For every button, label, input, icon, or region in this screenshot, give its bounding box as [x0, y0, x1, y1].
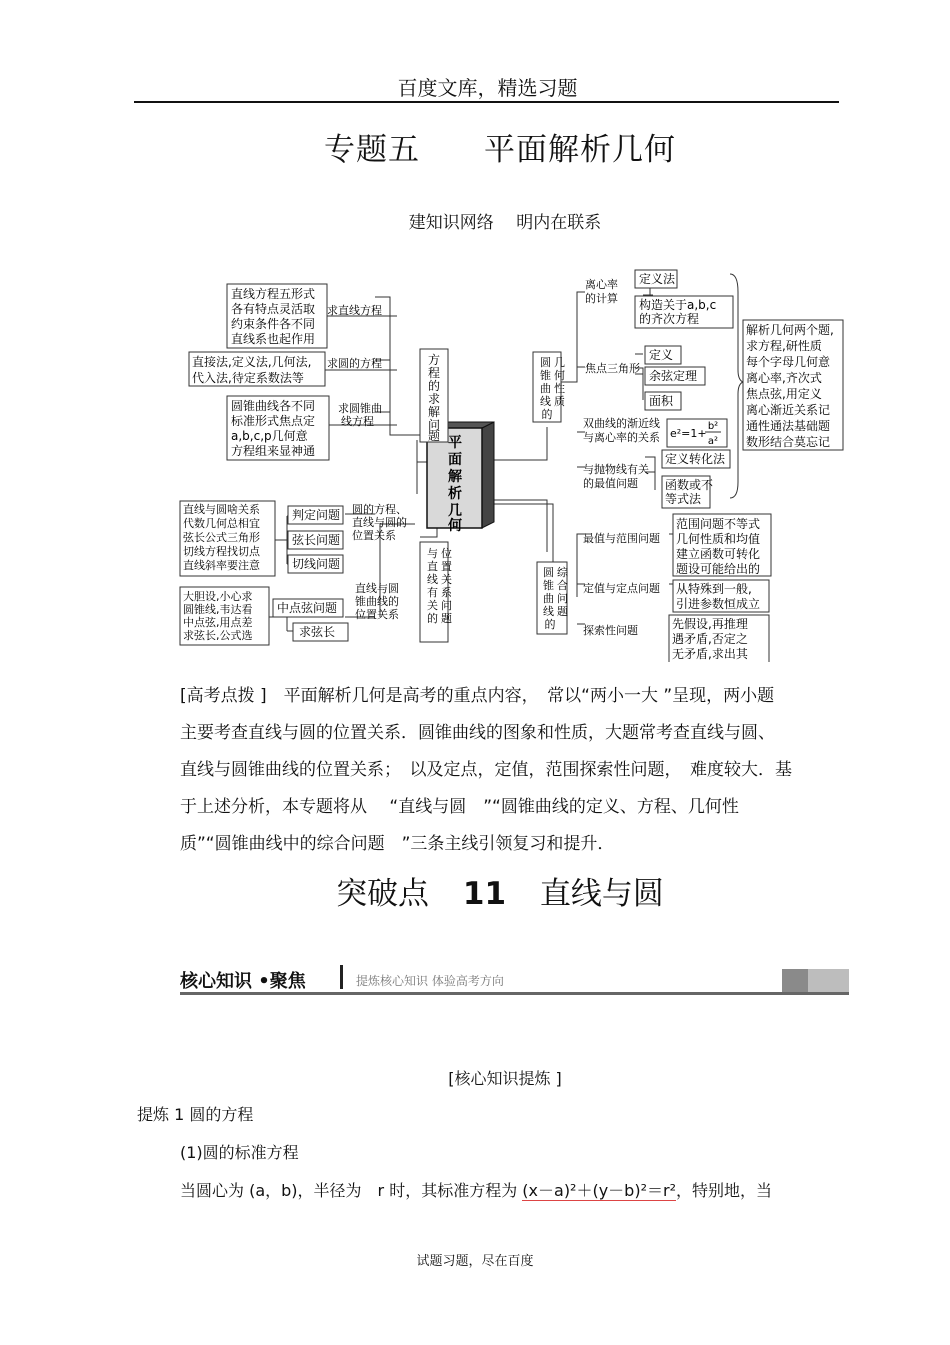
svg-text:求圆锥曲: 求圆锥曲 — [338, 402, 382, 415]
svg-text:曲: 曲 — [540, 382, 551, 395]
header-rule — [134, 101, 839, 103]
page-title: 专题五 平面解析几何 — [324, 132, 676, 168]
svg-text:方程组来显神通: 方程组来显神通 — [231, 444, 316, 458]
svg-text:代数几何总相宜: 代数几何总相宜 — [183, 517, 260, 530]
svg-text:位: 位 — [441, 547, 452, 560]
svg-text:大胆设,小心求: 大胆设,小心求 — [183, 590, 253, 603]
svg-text:综: 综 — [557, 566, 568, 579]
svg-text:等式法: 等式法 — [665, 492, 702, 506]
point-text-b: ，特别地，当 — [676, 1181, 773, 1200]
svg-text:双曲线的渐近线: 双曲线的渐近线 — [583, 417, 660, 430]
svg-text:位置关系: 位置关系 — [352, 529, 396, 542]
circle-equation: (x－a)²＋(y－b)²＝r² — [522, 1181, 676, 1200]
svg-text:直线系也起作用: 直线系也起作用 — [231, 332, 316, 346]
svg-text:问: 问 — [557, 592, 568, 605]
svg-text:的: 的 — [541, 408, 553, 421]
svg-text:直线方程五形式: 直线方程五形式 — [231, 287, 316, 301]
svg-text:问: 问 — [427, 418, 441, 432]
svg-text:的最值问题: 的最值问题 — [583, 477, 638, 490]
svg-text:每个字母几何意: 每个字母几何意 — [746, 355, 831, 369]
svg-text:圆: 圆 — [543, 566, 554, 579]
banner-divider — [340, 965, 343, 989]
banner-block-dark — [782, 969, 808, 992]
svg-text:锥: 锥 — [543, 579, 554, 592]
svg-text:中点弦问题: 中点弦问题 — [277, 601, 338, 615]
banner-rule — [180, 992, 849, 995]
svg-text:遇矛盾,否定之: 遇矛盾,否定之 — [672, 632, 748, 646]
svg-text:直线与圆: 直线与圆 — [355, 582, 399, 595]
svg-text:圆的方程、: 圆的方程、 — [352, 503, 407, 516]
svg-text:圆锥线,韦达看: 圆锥线,韦达看 — [183, 603, 253, 616]
section-heading — [0, 868, 950, 913]
svg-text:直线斜率要注意: 直线斜率要注意 — [183, 559, 260, 572]
intro-line: 于上述分析，本专题将从 “直线与圆 ”“圆锥曲线的定义、方程、几何性 — [180, 797, 739, 817]
svg-text:线: 线 — [540, 395, 551, 408]
svg-text:直线与圆的: 直线与圆的 — [352, 516, 407, 529]
svg-text:a²: a² — [707, 436, 719, 447]
svg-text:最值与范围问题: 最值与范围问题 — [583, 532, 660, 545]
svg-text:方: 方 — [427, 353, 441, 367]
svg-text:置: 置 — [441, 560, 452, 573]
svg-text:线方程: 线方程 — [341, 415, 374, 428]
svg-text:锥曲线的: 锥曲线的 — [355, 595, 399, 608]
svg-text:通性通法基础题: 通性通法基础题 — [746, 419, 831, 433]
svg-text:切线问题: 切线问题 — [292, 557, 341, 571]
svg-text:b²: b² — [707, 421, 719, 432]
svg-text:离心渐近关系记: 离心渐近关系记 — [746, 403, 831, 417]
svg-text:范围问题不等式: 范围问题不等式 — [676, 517, 761, 531]
svg-text:求圆的方程: 求圆的方程 — [327, 357, 382, 370]
svg-text:平: 平 — [448, 435, 462, 451]
svg-text:探索性问题: 探索性问题 — [583, 624, 638, 637]
svg-text:e²=1+: e²=1+ — [670, 427, 707, 440]
svg-text:题: 题 — [557, 605, 568, 618]
svg-text:求弦长,公式选: 求弦长,公式选 — [183, 629, 253, 642]
svg-text:定义: 定义 — [649, 348, 674, 362]
svg-text:与: 与 — [427, 547, 438, 560]
svg-text:的: 的 — [544, 618, 556, 631]
svg-text:面: 面 — [448, 452, 462, 468]
svg-text:约束条件各不同: 约束条件各不同 — [231, 317, 316, 331]
svg-text:与离心率的关系: 与离心率的关系 — [583, 431, 660, 444]
svg-text:定义转化法: 定义转化法 — [665, 452, 726, 466]
svg-text:离心率,齐次式: 离心率,齐次式 — [746, 371, 822, 385]
svg-text:建立函数可转化: 建立函数可转化 — [676, 547, 761, 561]
svg-text:求直线方程: 求直线方程 — [327, 304, 382, 317]
svg-text:有: 有 — [427, 586, 438, 599]
svg-text:的计算: 的计算 — [585, 292, 618, 305]
svg-text:切线方程找切点: 切线方程找切点 — [183, 545, 260, 558]
section-number: 11 — [462, 876, 507, 912]
intro-line: 质”“圆锥曲线中的综合问题 ”三条主线引领复习和提升． — [180, 834, 615, 854]
svg-text:求: 求 — [427, 392, 441, 406]
svg-text:定值与定点问题: 定值与定点问题 — [583, 582, 660, 595]
section-prefix: 突破点 — [336, 876, 430, 912]
svg-text:直接法,定义法,几何法,: 直接法,定义法,几何法, — [192, 355, 312, 369]
svg-text:函数或不: 函数或不 — [665, 478, 714, 492]
svg-text:的齐次方程: 的齐次方程 — [639, 312, 700, 326]
point-text-a: 当圆心为 (a，b)，半径为 r 时，其标准方程为 — [180, 1181, 523, 1200]
svg-text:求方程,研性质: 求方程,研性质 — [746, 339, 822, 353]
svg-text:题设可能给出的: 题设可能给出的 — [676, 562, 761, 576]
svg-text:析: 析 — [448, 486, 462, 502]
svg-text:几: 几 — [554, 356, 565, 369]
svg-text:焦点弦,用定义: 焦点弦,用定义 — [746, 387, 822, 401]
svg-text:直: 直 — [427, 560, 438, 573]
svg-text:离心率: 离心率 — [585, 278, 618, 291]
banner-subtitle: 提炼核心知识 体验高考方向 — [356, 974, 504, 988]
svg-text:焦点三角形: 焦点三角形 — [585, 362, 640, 375]
svg-text:引进参数恒成立: 引进参数恒成立 — [676, 597, 761, 611]
svg-text:从特殊到一般,: 从特殊到一般, — [676, 582, 752, 596]
svg-text:求弦长: 求弦长 — [299, 625, 336, 639]
page-footer: 试题习题，尽在百度 — [416, 1254, 534, 1269]
svg-text:题: 题 — [427, 429, 441, 443]
page-header: 百度文库，精选习题 — [397, 76, 578, 100]
svg-text:关: 关 — [441, 573, 452, 586]
svg-text:何: 何 — [554, 369, 565, 382]
svg-text:判定问题: 判定问题 — [292, 508, 341, 522]
svg-text:质: 质 — [554, 395, 565, 408]
svg-text:的: 的 — [427, 379, 441, 393]
svg-text:何: 何 — [448, 518, 462, 534]
svg-text:线: 线 — [427, 573, 438, 586]
svg-text:先假设,再推理: 先假设,再推理 — [672, 617, 748, 631]
section-name: 直线与圆 — [539, 876, 664, 912]
svg-text:标准形式焦点定: 标准形式焦点定 — [231, 414, 316, 428]
point-text — [180, 1178, 772, 1201]
svg-text:弦长问题: 弦长问题 — [292, 533, 341, 547]
intro-line: 直线与圆锥曲线的位置关系； 以及定点，定值，范围探索性问题， 难度较大．基 — [180, 760, 792, 780]
svg-text:解: 解 — [427, 405, 441, 419]
svg-text:合: 合 — [557, 579, 568, 592]
page-subtitle: 建知识网络 明内在联系 — [408, 213, 602, 233]
intro-line: 主要考查直线与圆的位置关系．圆锥曲线的图象和性质，大题常考查直线与圆、 — [180, 723, 775, 743]
mindmap-center — [447, 434, 463, 534]
svg-text:的: 的 — [427, 612, 438, 625]
svg-text:线: 线 — [543, 605, 554, 618]
svg-text:关: 关 — [427, 599, 438, 612]
svg-text:面积: 面积 — [649, 394, 674, 408]
svg-text:解: 解 — [448, 469, 462, 485]
svg-text:问: 问 — [441, 599, 452, 612]
svg-text:数形结合莫忘记: 数形结合莫忘记 — [746, 435, 831, 449]
intro-paragraph — [180, 678, 850, 863]
svg-text:定义法: 定义法 — [639, 272, 676, 286]
svg-text:弦长公式三角形: 弦长公式三角形 — [183, 531, 260, 544]
svg-text:无矛盾,求出其: 无矛盾,求出其 — [672, 647, 748, 661]
point-subheading: (1)圆的标准方程 — [180, 1143, 299, 1162]
svg-text:题: 题 — [441, 612, 452, 625]
svg-text:代入法,待定系数法等: 代入法,待定系数法等 — [192, 371, 304, 385]
mind-map — [175, 262, 850, 662]
svg-text:与抛物线有关: 与抛物线有关 — [583, 463, 649, 476]
svg-text:几: 几 — [448, 503, 462, 519]
svg-text:解析几何两个题,: 解析几何两个题, — [746, 323, 834, 337]
svg-text:余弦定理: 余弦定理 — [649, 369, 698, 383]
svg-text:构造关于a,b,c: 构造关于a,b,c — [639, 298, 717, 312]
point-heading: 提炼 1 圆的方程 — [137, 1105, 254, 1124]
intro-line: [高考点拨 ] 平面解析几何是高考的重点内容， 常以“两小一大 ”呈现，两小题 — [180, 686, 775, 706]
section-banner — [180, 963, 849, 996]
svg-text:几何性质和均值: 几何性质和均值 — [676, 532, 761, 546]
svg-text:圆锥曲线各不同: 圆锥曲线各不同 — [231, 399, 316, 413]
svg-text:性: 性 — [554, 382, 565, 395]
svg-text:a,b,c,p几何意: a,b,c,p几何意 — [231, 429, 308, 443]
svg-text:程: 程 — [427, 366, 441, 380]
svg-text:锥: 锥 — [540, 369, 551, 382]
knowledge-tag: [核心知识提炼 ] — [448, 1069, 562, 1088]
svg-text:直线与圆啥关系: 直线与圆啥关系 — [183, 503, 260, 516]
svg-text:位置关系: 位置关系 — [355, 608, 399, 621]
svg-text:圆: 圆 — [540, 356, 551, 369]
banner-title: 核心知识 •聚焦 — [180, 971, 306, 992]
svg-text:各有特点灵活取: 各有特点灵活取 — [231, 302, 316, 316]
banner-block-light — [808, 969, 849, 992]
svg-text:系: 系 — [441, 586, 452, 599]
svg-text:曲: 曲 — [543, 592, 554, 605]
svg-text:中点弦,用点差: 中点弦,用点差 — [183, 616, 253, 629]
